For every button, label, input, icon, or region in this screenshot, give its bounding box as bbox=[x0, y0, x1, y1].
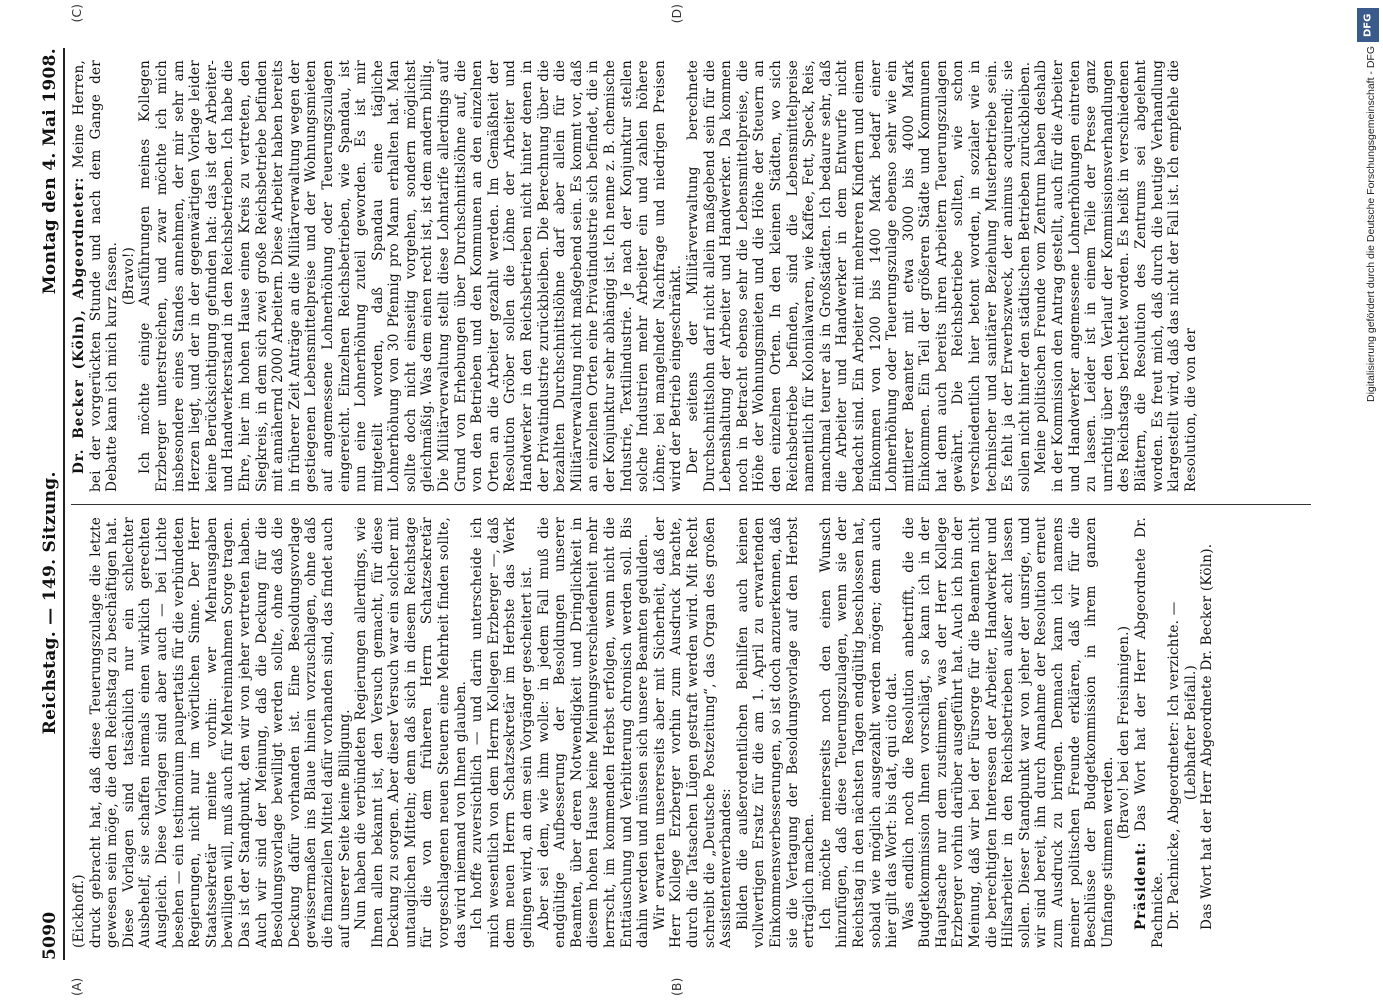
speaker-label: Dr. Becker (Köln), Abgeordneter: bbox=[71, 176, 87, 474]
speech-intro bbox=[71, 60, 121, 492]
paragraph: Was endlich noch die Resolution anbetrifft, die die Budgetkommission Ihnen vorschlägt, so kann ich in der Hauptsache nur dem zustimmen, was der Herr Kollege Erzberger vorhin darüber ausgeführt hat. Auch ich bin der Meinung, daß wir bei der Fürsorge für die Beamten nicht die berechtigten Interessen der Arbeiter, Handwerker und Hilfsarbeiter in den Reichsbetrieben außer acht lassen sollen. Dieser Standpunkt war von jeher der unsrige, und wir sind bereit, ihn durch Annahme der Resolution erneut zum Ausdruck zu bringen. Demnach kann ich namens meiner politischen Freunde erklären, daß wir für die Beschlüsse der Budgetkommission in ihrem ganzen Umfange stimmen werden. bbox=[900, 517, 1116, 948]
margin-marker-d: (D) bbox=[669, 4, 684, 24]
digitization-note: Digitalisierung gefördert durch die Deutsche Forschungsgemeinschaft - DFG bbox=[1365, 46, 1377, 403]
left-column bbox=[71, 504, 1311, 960]
intro-text: Meine Herren, bei der vorgerückten Stunde und nach dem Gange der Debatte kann ich mich kurz fassen. bbox=[71, 60, 121, 492]
session-title: Reichstag. — 149. Sitzung. bbox=[40, 471, 60, 735]
paragraph: Ich möchte meinerseits noch den einen Wunsch hinzufügen, daß diese Teuerungszulagen, wenn sie der Reichstag in den nächsten Tagen endgültig beschlossen hat, sobald wie möglich ausgezahlt werden mögen; denn auch hier gilt das Wort: bis dat, qui cito dat. bbox=[817, 517, 901, 948]
president-statement bbox=[1133, 517, 1166, 948]
paragraph: Nun haben die verbündeten Regierungen allerdings, wie Ihnen allen bekannt ist, den Versuch gemacht, für diese Deckung zu sorgen. Aber dieser Versuch war ein solcher mit untauglichen Mitteln; denn daß sich in diesem Reichstage für die von dem früheren Herrn Schatzsekretär vorgeschlagenen neuen Steuern eine Mehrheit finden sollte, das wird niemand von Ihnen glauben. bbox=[353, 517, 469, 948]
president-label: Präsident: bbox=[1133, 841, 1149, 930]
margin-marker-c: (C) bbox=[69, 4, 84, 23]
right-column bbox=[71, 48, 1311, 504]
page-header bbox=[40, 48, 65, 960]
paragraph: druck gebracht hat, daß diese Teuerungszulage die letzte gewesen sein möge, die den Reichstag zu beschäftigen hat. Diese Vorlagen sind tatsächlich nur ein schlechter Ausbehelf, sie schaffen niemals einen wirklich gerechten Ausgleich. Diese Vorlagen sind aber auch — bei Lichte besehen — ein testimonium paupertatis für die verbündeten Regierungen, nicht nur im wörtlichen Sinne. Der Herr Staatssekretär meinte vorhin: wer Mehrausgaben bewilligen will, muß auch für Mehreinnahmen Sorge tragen. Das ist der Standpunkt, den wir von jeher vertreten haben. Auch wir sind der Meinung, daß die Deckung für die Besoldungsvorlage bewilligt werden sollte, ohne daß die Deckung dafür vorhanden ist. Eine Besoldungsvorlage gewissermaßen ins Blaue hinein vorzuschlagen, ohne daß die finanziellen Mittel dafür vorhanden sind, das findet auch auf unserer Seite keine Billigung. bbox=[87, 517, 353, 948]
paragraph: Ich möchte einige Ausführungen meines Kollegen Erzberger unterstreichen, und zwar möchte ich mich insbesondere eines Standes annehmen, der mir sehr am Herzen liegt, und der in der gegenwärtigen Vorlage leider keine Berücksichtigung gefunden hat: das ist der Arbeiter- und Handwerkerstand in den Reichsbetrieben. Ich habe die Ehre, hier im hohen Hause einen Kreis zu vertreten, den Siegkreis, in dem sich zwei große Reichsbetriebe befinden mit annähernd 2000 Arbeitern. Diese Arbeiter haben bereits in früherer Zeit Anträge an die Militärverwaltung wegen der gestiegenen Lebensmittelpreise und der Wohnungsmieten auf angemessene Lohnerhöhung oder Teuerungszulagen eingereicht. Einzelnen Reichsbetrieben, wie Spandau, ist nun eine Lohnerhöhung zuteil geworden. Es ist mir mitgeteilt worden, daß Spandau eine tägliche Lohnerhöhung von 30 Pfennig pro Mann erhalten hat. Man sollte doch nicht einseitig vorgehen, sondern möglichst gleichmäßig. Was dem einen recht ist, ist dem andern billig. Die Militärverwaltung stellt diese Lohntarife allerdings auf Grund von Erhebungen über Durchschnittslöhne auf, die von den Betrieben und den Kommunen an den einzelnen Orten an die Arbeiter gezahlt werden. Im Gemäßheit der Resolution Gröber sollen die Löhne der Arbeiter und Handwerker in den Reichsbetrieben nicht hinter denen in der Privatindustrie zurückbleiben. Die Berechnung über die bezahlten Durchschnittslöhne darf aber allein für die Militärverwaltung nicht maßgebend sein. Es kommt vor, daß an einzelnen Orten eine Privatindustrie sich befindet, die in der Konjunktur sehr abhängig ist. Ich nenne z. B. chemische Industrie, Textilindustrie. Je nach der Konjunktur stellen solche Industrien mehr Arbeiter ein und zahlen höhere Löhne; bei mangelnder Nachfrage und niedrigen Preisen wird der Betrieb eingeschränkt. bbox=[137, 60, 685, 492]
president-statement-2: Das Wort hat der Herr Abgeordnete Dr. Becker (Köln). bbox=[1199, 543, 1216, 930]
paragraph: Ich hoffe zuversichtlich — und darin unterscheide ich mich wesentlich von dem Herrn Kollegen Erzberger —, daß dem neuen Herrn Schatzsekretär im Herbste das Werk gelingen wird, an dem sein Vorgänger gescheitert ist. bbox=[469, 517, 536, 948]
pachnicke-statement: Dr. Pachnicke, Abgeordneter: Ich verzichte. — bbox=[1166, 601, 1183, 930]
paragraph: Meine politischen Freunde vom Zentrum haben deshalb in der Kommission den Antrag gestellt, auch für die Arbeiter und Handwerker angemessene Lohnerhöhungen eintreten zu lassen. Leider ist in einem Teile der Presse ganz unrichtig über den Verlauf der Kommissionsverhandlungen des Reichstags berichtet worden. Es heißt in verschiedenen Blättern, die Resolution des Zentrums sei abgelehnt worden. Es freut mich, daß durch die heutige Verhandlung klargestellt wird, daß das nicht der Fall ist. Ich empfehle die Resolution, die von der bbox=[1033, 60, 1199, 492]
president-text: Das Wort hat der Herr Abgeordnete Dr. Pachnicke. bbox=[1133, 517, 1166, 948]
quoted-paragraph: Bilden die außerordentlichen Beihilfen auch keinen vollwertigen Ersatz für die am 1. April zu erwartenden Einkommensverbesserungen, so ist doch anzuerkennen, daß sie die Vertagung der Besoldungsvorlage auf den Herbst erträglich machen. bbox=[734, 517, 818, 948]
session-date: Montag den 4. Mai 1908. bbox=[40, 48, 60, 295]
margin-marker-b: (B) bbox=[669, 977, 684, 996]
paragraph: Wir erwarten unsererseits aber mit Sicherheit, daß der Herr Kollege Erzberger vorhin zum Ausdruck brachte, durch die Tatsachen Lügen gestraft werden wird. Mit Recht schreibt die „Deutsche Postzeitung“, das Organ des großen Assistentenverbandes: bbox=[651, 517, 735, 948]
applause-note: (Bravo! bei den Freisinnigen.) bbox=[1116, 625, 1133, 840]
applause-note: (Bravo!) bbox=[120, 246, 137, 306]
text-columns bbox=[69, 4, 1311, 996]
speaker-reference: (Eickhoff.) bbox=[71, 874, 87, 948]
margin-marker-a: (A) bbox=[69, 977, 84, 996]
applause-note: (Lebhafter Beifall.) bbox=[1182, 664, 1199, 801]
paragraph: Der seitens der Militärverwaltung berechnete Durchschnittslohn darf nicht allein maßgebend sein für die Lebenshaltung der Arbeiter und Handwerker. Da kommen noch in Betracht ebenso sehr die Lebensmittelpreise, die Höhe der Wohnungsmieten und die Höhe der Steuern an den einzelnen Orten. In den kleinen Städten, wo sich Reichsbetriebe befinden, sind die Lebensmittelpreise namentlich für Kolonialwaren, wie Kaffee, Fett, Speck, Reis, manchmal teurer als in Großstädten. Ich bedaure sehr, daß die Arbeiter und Handwerker in dem Entwurfe nicht bedacht sind. Ein Arbeiter mit mehreren Kindern und einem Einkommen von 1200 bis 1400 Mark bedarf einer Lohnerhöhung oder Teuerungszulage ebenso sehr wie ein mittlerer Beamter mit etwa 3000 bis 4000 Mark Einkommen. Ein Teil der größeren Städte und Kommunen hat denn auch bereits ihren Arbeitern Teuerungszulagen gewährt. Die Reichsbetriebe sollten, wie schon verschiedentlich hier betont worden, in sozialer wie in technischer und sanitärer Beziehung Musterbetriebe sein. Es fehlt ja der Erwerbszweck, der animus acquirendi; sie sollen nicht hinter den städtischen Betrieben zurückbleiben. bbox=[684, 60, 1033, 492]
paragraph: Aber sei dem, wie ihm wolle: in jedem Fall muß die endgültige Aufbesserung der Besoldungen unserer Beamten, über deren Notwendigkeit und Dringlichkeit in diesem hohen Hause keine Meinungsverschiedenheit mehr herrscht, im kommenden Herbst erfolgen, wenn nicht die Enttäuschung und Verbitterung chronisch werden soll. Bis dahin werden und müssen sich unsere Beamten gedulden. bbox=[535, 517, 652, 948]
dfg-logo: DFG bbox=[1357, 8, 1379, 42]
page-number: 5090 bbox=[40, 911, 60, 960]
digitization-sidebar bbox=[1355, 8, 1379, 548]
